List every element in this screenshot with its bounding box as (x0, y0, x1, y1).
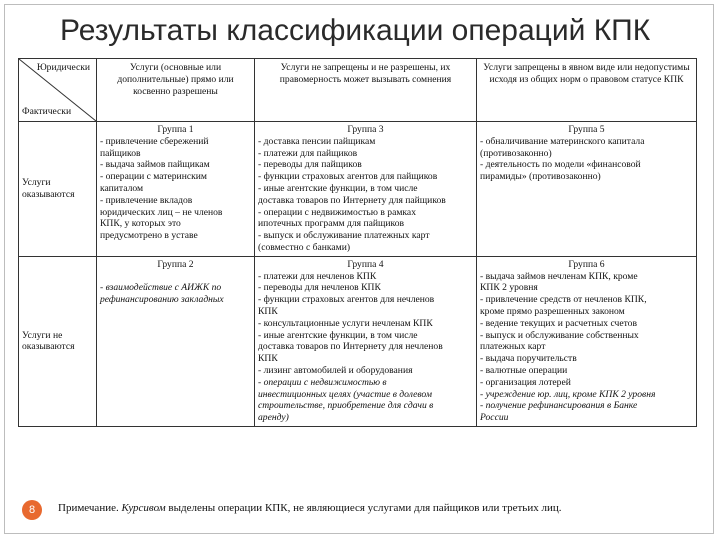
operation-line: - иные агентские функции, в том числе (258, 329, 418, 341)
operation-line: - операции с материнским (100, 171, 207, 183)
operation-line: - выдача займов нечленам КПК, кроме (480, 270, 638, 282)
operation-line: - выпуск и обслуживание собственных (480, 329, 639, 341)
operation-line: КПК 2 уровня (480, 282, 538, 294)
operation-line-italic: - взаимодействие с АИЖК по (100, 282, 222, 294)
table-row (19, 122, 697, 257)
operation-line: - доставка пенсии пайщикам (258, 135, 376, 147)
operation-line: ипотечных программ для пайщиков (258, 218, 405, 230)
row-label: Услуги оказываются (19, 122, 97, 257)
operation-line: - платежи для пайщиков (258, 147, 358, 159)
operation-line: (противозаконно) (480, 147, 552, 159)
operation-line: - иные агентские функции, в том числе (258, 182, 418, 194)
operation-line-italic: России (480, 412, 509, 424)
operation-line: - переводы для нечленов КПК (258, 282, 381, 294)
footnote-text: выделены операции КПК, не являющиеся услугами для пайщиков или третьих лиц. (165, 502, 562, 514)
operation-line: - ведение текущих и расчетных счетов (480, 317, 637, 329)
operation-line-italic: аренду) (258, 412, 289, 424)
operation-line-italic: - получение рефинансирования в Банке (480, 400, 638, 412)
row-label: Услуги не оказываются (19, 256, 97, 426)
operation-line: - привлечение средств от нечленов КПК, (480, 294, 647, 306)
group-cell (97, 122, 255, 257)
operation-line: - функции страховых агентов для нечленов (258, 294, 435, 306)
operation-line: - валютные операции (480, 364, 568, 376)
page-title: Результаты классификации операций КПК (60, 14, 651, 47)
operation-line: предусмотрено в уставе (100, 230, 198, 242)
operation-line-italic: - учреждение юр. лиц, кроме КПК 2 уровня (480, 388, 656, 400)
operation-line: КПК (258, 305, 278, 317)
footnote (58, 502, 561, 514)
group-cell (255, 256, 477, 426)
operation-line: - выдача займов пайщикам (100, 159, 210, 171)
footnote-italic-word: Курсивом (121, 502, 166, 514)
corner-cell (19, 59, 97, 122)
operation-line: - операции с недвижимостью в рамках (258, 206, 416, 218)
operation-line: КПК, у которых это (100, 218, 181, 230)
group-title: Группа 2 (157, 258, 194, 270)
operation-line-italic: строительстве, приобретение для сдачи в (258, 400, 434, 412)
operation-line-italic: инвестиционных целях (участие в долевом (258, 388, 432, 400)
corner-label-actual: Фактически (22, 106, 72, 118)
classification-table (18, 58, 697, 427)
column-header-prohibited: Услуги запрещены в явном виде или недопустимы исходя из общих норм о правовом статусе КПК (477, 59, 697, 122)
header-row (19, 59, 697, 122)
group-cell (97, 256, 255, 426)
operation-line: пирамиды» (противозаконно) (480, 171, 601, 183)
operation-line: - привлечение вкладов (100, 194, 193, 206)
group-title: Группа 3 (347, 124, 384, 135)
footnote-prefix: Примечание. (58, 502, 122, 514)
group-title: Группа 6 (568, 258, 605, 270)
group-cell (477, 122, 697, 257)
table-row (19, 256, 697, 426)
group-title: Группа 4 (347, 258, 384, 270)
operation-line: доставка товаров по Интернету для нечленов (258, 341, 443, 353)
group-title: Группа 1 (157, 124, 194, 135)
operation-line: (совместно с банками) (258, 241, 351, 253)
spacer (100, 271, 251, 283)
operation-line: - функции страховых агентов для пайщиков (258, 171, 438, 183)
operation-line: КПК (258, 353, 278, 365)
slide-number-badge: 8 (22, 500, 42, 520)
operation-line: - деятельность по модели «финансовой (480, 159, 641, 171)
operation-line: - организация лотерей (480, 376, 571, 388)
operation-line: - лизинг автомобилей и оборудования (258, 364, 413, 376)
operation-line-italic: рефинансированию закладных (100, 294, 224, 306)
column-header-unregulated: Услуги не запрещены и не разрешены, их правомерность может вызывать сомнения (255, 59, 477, 122)
operation-line: - переводы для пайщиков (258, 159, 362, 171)
group-cell (477, 256, 697, 426)
corner-label-legal: Юридически (36, 62, 90, 73)
operation-line: - консультационные услуги нечленам КПК (258, 317, 433, 329)
operation-line: кроме прямо разрешенных законом (480, 305, 625, 317)
operation-line: - привлечение сбережений (100, 135, 209, 147)
operation-line: - выдача поручительств (480, 353, 577, 365)
operation-line: платежных карт (480, 341, 546, 353)
operation-line: юридических лиц – не членов (100, 206, 223, 218)
operation-line: пайщиков (100, 147, 141, 159)
operation-line-italic: - операции с недвижимостью в (258, 376, 387, 388)
operation-line: - выпуск и обслуживание платежных карт (258, 230, 430, 242)
operation-line: капиталом (100, 182, 144, 194)
operation-line: - обналичивание материнского капитала (480, 135, 645, 147)
column-header-allowed: Услуги (основные или дополнительные) прямо или косвенно разрешены (97, 59, 255, 122)
operation-line: - платежи для нечленов КПК (258, 270, 377, 282)
group-cell (255, 122, 477, 257)
operation-line: доставка товаров по Интернету для пайщиков (258, 194, 446, 206)
group-title: Группа 5 (568, 124, 605, 135)
